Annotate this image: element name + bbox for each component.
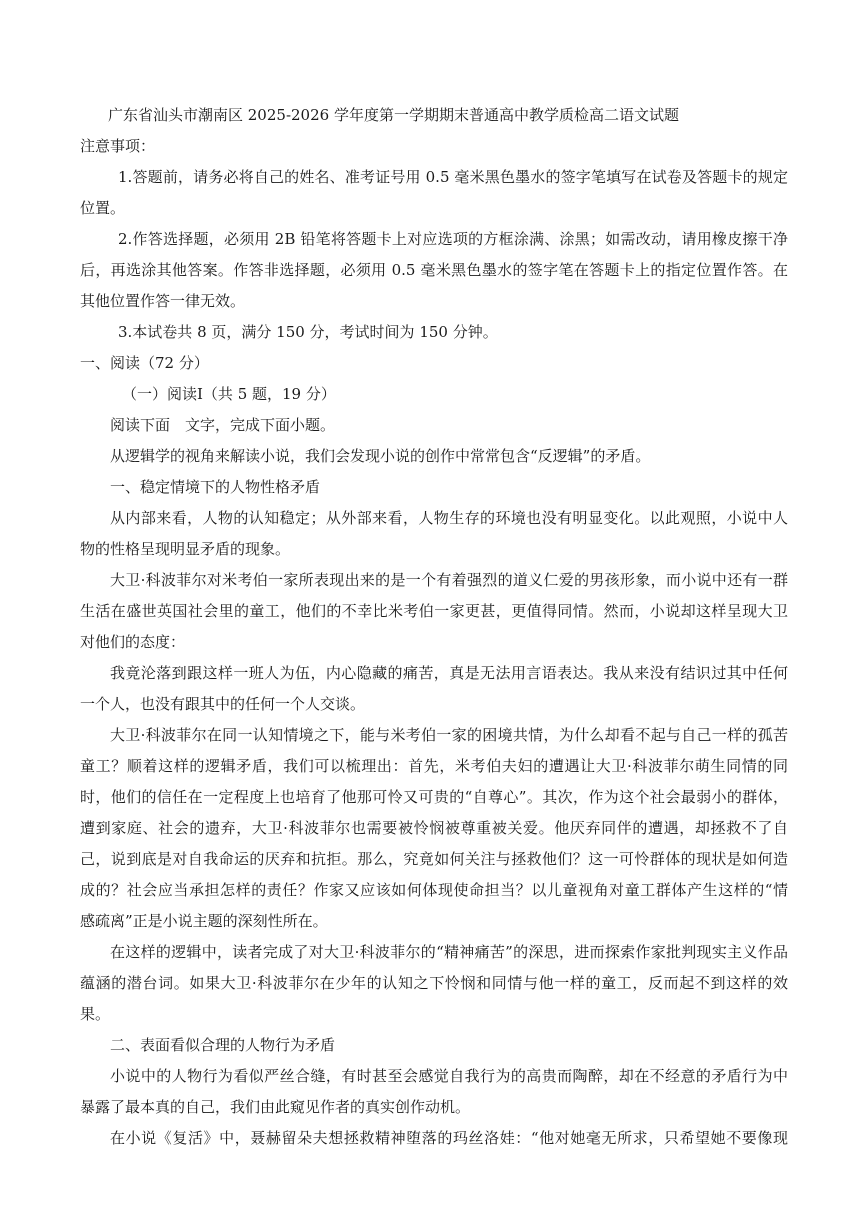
paragraph-line: 蕴涵的潜台词。如果大卫·科波菲尔在少年的认知之下怜悯和同情与他一样的童工，反而起不到这样的效 bbox=[80, 974, 788, 992]
paragraph-line: 遭到家庭、社会的遗弃，大卫·科波菲尔也需要被怜悯被尊重被关爱。他厌弃同伴的遭遇，却拯救不了自 bbox=[80, 819, 788, 837]
notice-line: 1.答题前，请务必将自己的姓名、准考证号用 0.5 毫米黑色墨水的签字笔填写在试卷及答题卡的规定 bbox=[118, 168, 788, 186]
paragraph-line: 生活在盛世英国社会里的童工，他们的不幸比米考伯一家更甚，更值得同情。然而，小说却这样呈现大卫 bbox=[80, 602, 788, 620]
paragraph-line: 己，说到底是对自我命运的厌弃和抗拒。那么，究竟如何关注与拯救他们？这一可怜群体的现状是如何造 bbox=[80, 850, 788, 868]
passage-subheading: 一、稳定情境下的人物性格矛盾 bbox=[110, 478, 321, 496]
paragraph-line: 时，他们的信任在一定程度上也培育了他那可怜又可贵的“自尊心”。其次，作为这个社会最弱小的群体， bbox=[80, 788, 788, 806]
notice-line: 位置。 bbox=[80, 199, 126, 217]
notice-line: 3.本试卷共 8 页，满分 150 分，考试时间为 150 分钟。 bbox=[118, 323, 498, 341]
paragraph-line: 大卫·科波菲尔对米考伯一家所表现出来的是一个有着强烈的道义仁爱的男孩形象，而小说中还有一群 bbox=[110, 571, 788, 589]
notice-item-3 bbox=[80, 317, 788, 348]
notice-item-1 bbox=[80, 162, 788, 224]
notice-heading: 注意事项： bbox=[80, 137, 156, 155]
paragraph-line: 从内部来看，人物的认知稳定；从外部来看，人物生存的环境也没有明显变化。以此观照，小说中人 bbox=[110, 509, 788, 527]
quote-line: 一个人，也没有跟其中的任何一个人交谈。 bbox=[80, 695, 366, 713]
reading-instruction: 阅读下面 文字，完成下面小题。 bbox=[110, 416, 336, 434]
passage-subheading: 二、表面看似合理的人物行为矛盾 bbox=[110, 1036, 336, 1054]
paragraph-line: 在这样的逻辑中，读者完成了对大卫·科波菲尔的“精神痛苦”的深思，进而探索作家批判现实主义作品 bbox=[110, 943, 788, 961]
paragraph-line: 感疏离”正是小说主题的深刻性所在。 bbox=[80, 912, 328, 930]
paragraph-line: 大卫·科波菲尔在同一认知情境之下，能与米考伯一家的困境共情，为什么却看不起与自己一样的孤苦 bbox=[110, 726, 788, 744]
document-title: 广东省汕头市潮南区 2025-2026 学年度第一学期期末普通高中教学质检高二语文试题 bbox=[108, 106, 679, 124]
quote-line: 我竟沦落到跟这样一班人为伍，内心隐藏的痛苦，真是无法用言语表达。我从来没有结识过其中任何 bbox=[110, 664, 788, 682]
paragraph-line: 果。 bbox=[80, 1005, 111, 1023]
notice-line: 2.作答选择题，必须用 2B 铅笔将答题卡上对应选项的方框涂满、涂黑；如需改动，请用橡皮擦干净 bbox=[118, 230, 788, 248]
notice-line: 后，再选涂其他答案。作答非选择题，必须用 0.5 毫米黑色墨水的签字笔在答题卡上的指定位置作答。在 bbox=[80, 261, 788, 279]
notice-line: 其他位置作答一律无效。 bbox=[80, 292, 246, 310]
paragraph-line: 成的？社会应当承担怎样的责任？作家又应该如何体现使命担当？以儿童视角对童工群体产生这样的“情 bbox=[80, 881, 788, 899]
paragraph-line: 暴露了最本真的自己，我们由此窥见作者的真实创作动机。 bbox=[80, 1098, 471, 1116]
paragraph-line: 对他们的态度： bbox=[80, 633, 186, 651]
subsection-heading: （一）阅读Ⅰ（共 5 题，19 分） bbox=[122, 385, 336, 403]
section-heading: 一、阅读（72 分） bbox=[80, 354, 209, 372]
paragraph-line: 在小说《复活》中，聂赫留朵夫想拯救精神堕落的玛丝洛娃：“他对她毫无所求，只希望她不要像现 bbox=[110, 1129, 788, 1147]
notice-item-2 bbox=[80, 224, 788, 317]
passage bbox=[80, 441, 788, 1154]
paragraph-line: 从逻辑学的视角来解读小说，我们会发现小说的创作中常常包含“反逻辑”的矛盾。 bbox=[110, 447, 651, 465]
paragraph-line: 小说中的人物行为看似严丝合缝，有时甚至会感觉自我行为的高贵而陶醉，却在不经意的矛盾行为中 bbox=[110, 1067, 788, 1085]
paragraph-line: 物的性格呈现明显矛盾的现象。 bbox=[80, 540, 291, 558]
paragraph-line: 童工？顺着这样的逻辑矛盾，我们可以梳理出：首先，米考伯夫妇的遭遇让大卫·科波菲尔萌生同情的同 bbox=[80, 757, 788, 775]
document-page bbox=[80, 100, 788, 1154]
